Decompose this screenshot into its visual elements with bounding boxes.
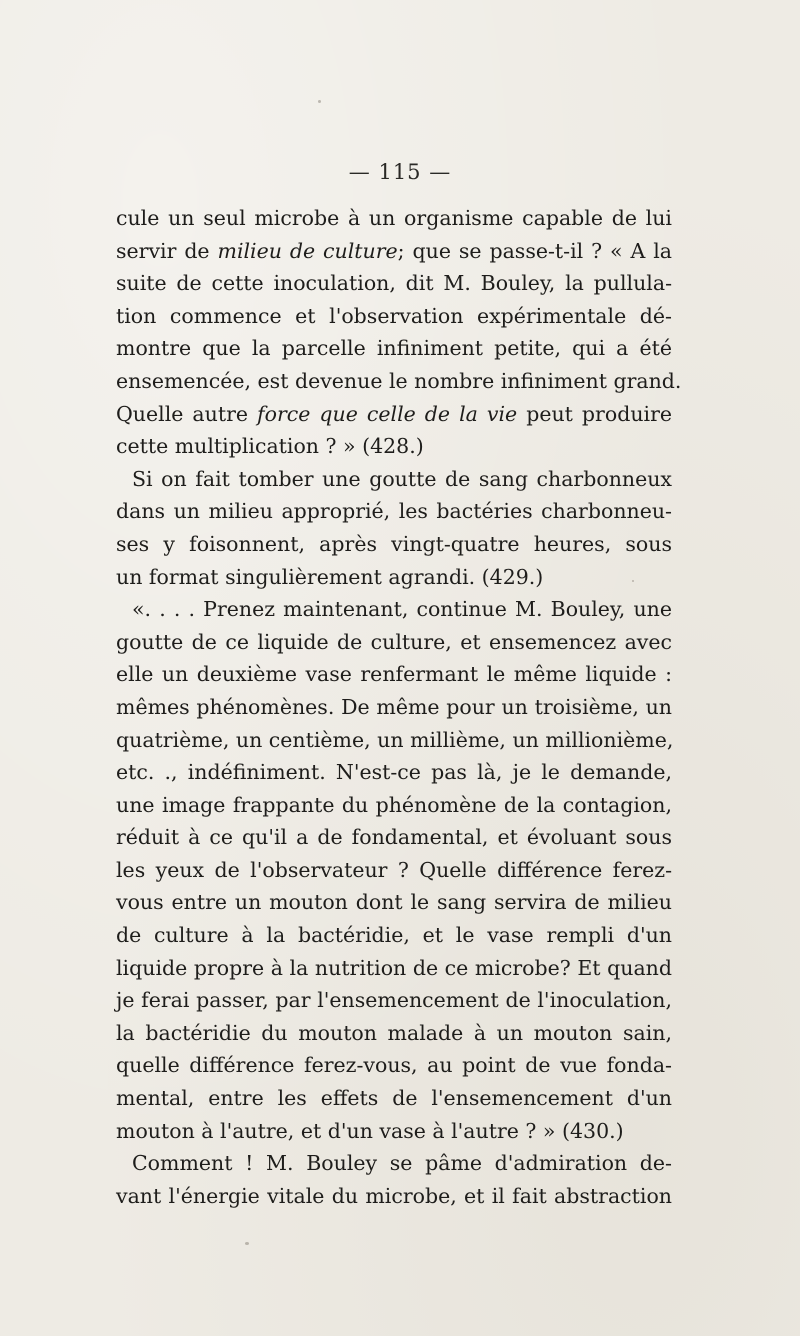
text-line: réduit à ce qu'il a de fondamental, et évoluant sous — [116, 825, 672, 850]
paper-speck — [245, 1242, 249, 1245]
paragraph-end-line: un format singulièrement agrandi. (429.) — [116, 564, 544, 589]
italic-phrase: milieu de culture — [217, 238, 398, 263]
text-line: une image frappante du phénomène de la contagion, — [116, 792, 672, 817]
text-line: de culture à la bactéridie, et le vase rempli d'un — [116, 923, 672, 948]
text-line: tion commence et l'observation expérimentale dé- — [116, 303, 672, 328]
text-span: Quelle autre — [116, 401, 258, 426]
text-line: vous entre un mouton dont le sang servira de milieu — [116, 890, 672, 915]
text-line: montre que la parcelle infiniment petite, qui a été — [116, 336, 672, 361]
paragraph-start-line: Si on fait tomber une goutte de sang charbonneux — [132, 466, 672, 491]
text-line: liquide propre à la nutrition de ce microbe? Et quand — [116, 955, 672, 980]
text-line: ensemencée, est devenue le nombre infiniment grand. — [116, 368, 682, 393]
page-number: — 115 — — [348, 160, 452, 184]
text-line — [116, 398, 672, 431]
text-line: je ferai passer, par l'ensemencement de l'inoculation, — [116, 988, 672, 1013]
text-line: ses y foisonnent, après vingt-quatre heures, sous — [116, 531, 672, 556]
text-line: elle un deuxième vase renfermant le même liquide : — [116, 662, 672, 687]
paper-speck — [632, 580, 634, 582]
text-line — [116, 235, 672, 268]
text-span: ; que se passe-t-il ? « A la — [397, 238, 673, 263]
text-span: peut produire — [517, 401, 673, 426]
text-line: vant l'énergie vitale du microbe, et il fait abstraction — [116, 1183, 672, 1208]
text-line: cule un seul microbe à un organisme capable de lui — [116, 206, 672, 230]
italic-phrase: force que celle de la vie — [257, 401, 518, 426]
text-span: servir de — [116, 238, 218, 263]
text-line: quatrième, un centième, un millième, un millionième, — [116, 727, 674, 752]
paragraph-start-line: Comment ! M. Bouley se pâme d'admiration de- — [132, 1151, 672, 1176]
text-line: la bactéridie du mouton malade à un mouton sain, — [116, 1020, 672, 1045]
body-text — [116, 202, 682, 1212]
paragraph-end-line: mouton à l'autre, et d'un vase à l'autre ? » (430.) — [116, 1118, 624, 1143]
text-line: etc. ., indéfiniment. N'est-ce pas là, je le demande, — [116, 760, 672, 785]
text-line: suite de cette inoculation, dit M. Bouley, la pullula- — [116, 271, 672, 296]
text-line: mêmes phénomènes. De même pour un troisième, un — [116, 694, 672, 719]
text-line: les yeux de l'observateur ? Quelle différence ferez- — [116, 857, 672, 882]
text-line: dans un milieu approprié, les bactéries charbonneu- — [116, 499, 672, 524]
text-line: quelle différence ferez-vous, au point de vue fonda- — [116, 1053, 672, 1078]
paper-speck — [318, 100, 321, 103]
text-line: goutte de ce liquide de culture, et ensemencez avec — [116, 629, 672, 654]
paragraph-start-line: «. . . . Prenez maintenant, continue M. Bouley, une — [132, 597, 672, 622]
paragraph-end-line: cette multiplication ? » (428.) — [116, 434, 424, 459]
text-line: mental, entre les effets de l'ensemencement d'un — [116, 1086, 672, 1111]
